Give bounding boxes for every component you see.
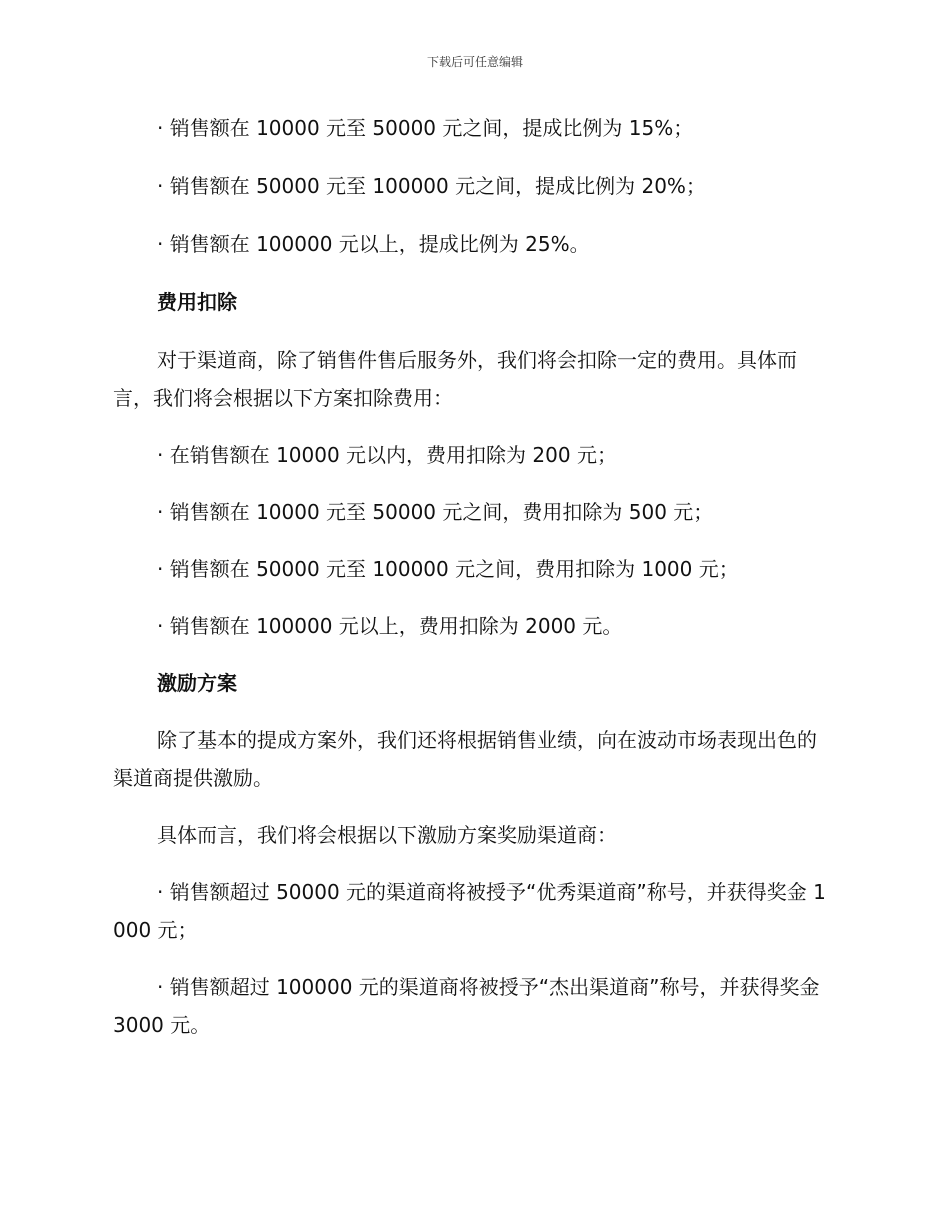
commission-tier-2: · 销售额在 10000 元至 50000 元之间，提成比例为 15%； [157,116,694,140]
incentive-tier-1: · 销售额超过 50000 元的渠道商将被授予“优秀渠道商”称号，并获得奖金 1000 元； [113,880,826,942]
commission-tier-3: · 销售额在 50000 元至 100000 元之间，提成比例为 20%； [157,174,706,198]
incentive-tier-2: · 销售额超过 100000 元的渠道商将被授予“杰出渠道商”称号，并获得奖金 3000 元。 [113,975,820,1037]
document-body [113,109,835,1044]
fee-tier-4: · 销售额在 100000 元以上，费用扣除为 2000 元。 [157,614,623,638]
section-heading-incentive: 激励方案 [157,671,237,695]
commission-tier-4: · 销售额在 100000 元以上，提成比例为 25%。 [157,232,590,256]
fee-tier-3: · 销售额在 50000 元至 100000 元之间，费用扣除为 1000 元； [157,557,739,581]
page-header: 下载后可任意编辑 [426,55,523,69]
fee-tier-1: · 在销售额在 10000 元以内，费用扣除为 200 元； [157,443,617,467]
incentive-intro-paragraph: 除了基本的提成方案外，我们还将根据销售业绩，向在波动市场表现出色的渠道商提供激励。 [113,728,817,790]
incentive-detail-paragraph: 具体而言，我们将会根据以下激励方案奖励渠道商： [157,823,617,847]
fee-tier-2: · 销售额在 10000 元至 50000 元之间，费用扣除为 500 元； [157,500,714,524]
section-heading-fee-deduction: 费用扣除 [157,290,237,314]
fee-intro-paragraph: 对于渠道商，除了销售件售后服务外，我们将会扣除一定的费用。具体而言，我们将会根据以下方案扣除费用： [113,348,797,410]
